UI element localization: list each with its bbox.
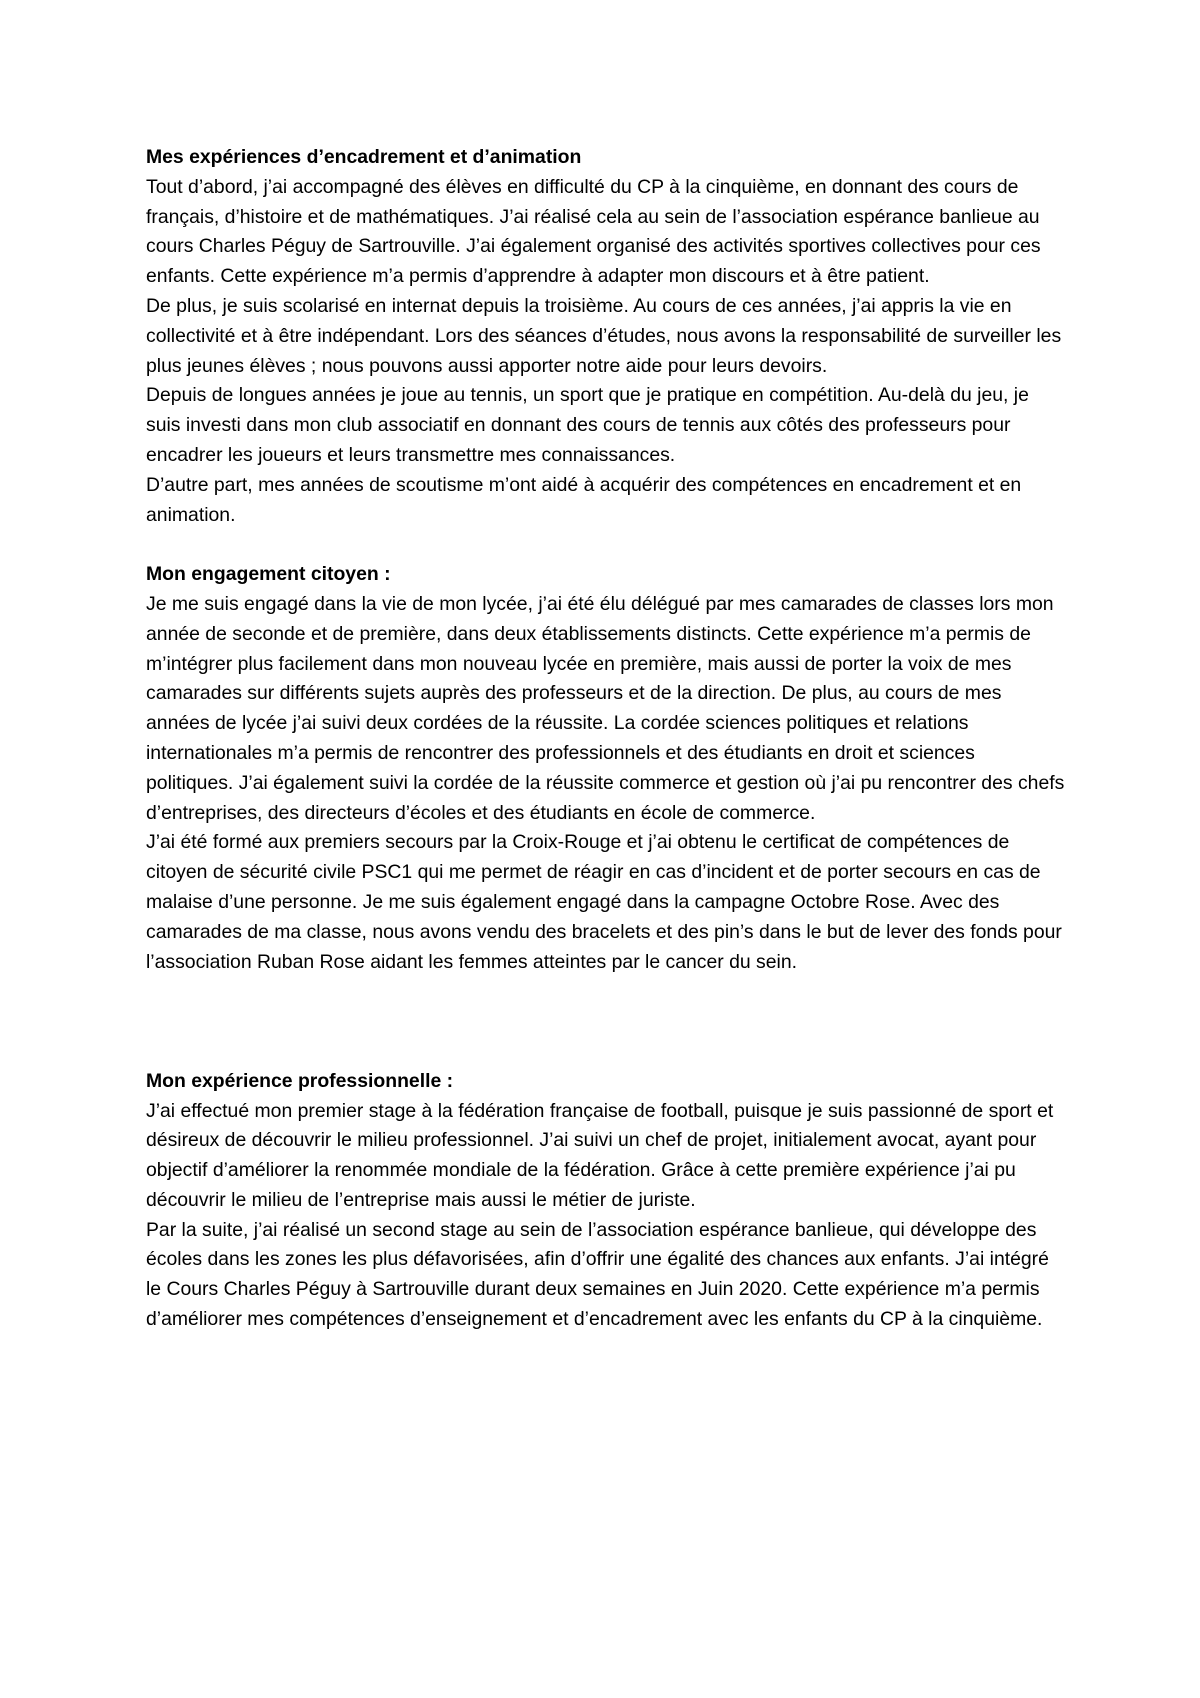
spacer <box>146 977 1066 1066</box>
paragraph: Par la suite, j’ai réalisé un second stage au sein de l’association espérance banlieue, qui développe des écoles dans les zones les plus défavorisées, afin d’offrir une égalité des chances aux enfants. J’ai intégré le Cours Charles Péguy à Sartrouville durant deux semaines en Juin 2020. Cette expérience m’a permis d’améliorer mes compétences d’enseignement et d’encadrement avec les enfants du CP à la cinquième. <box>146 1218 1049 1331</box>
document-body <box>146 143 1066 1335</box>
section-encadrement-animation <box>146 143 1066 530</box>
paragraph: Depuis de longues années je joue au tennis, un sport que je pratique en compétition. Au-delà du jeu, je suis investi dans mon club associatif en donnant des cours de tennis aux côtés des professeurs pour encadrer les joueurs et leurs transmettre mes connaissances. <box>146 384 1029 466</box>
section-heading: Mon expérience professionnelle : <box>146 1069 454 1092</box>
spacer <box>146 530 1066 560</box>
paragraph: D’autre part, mes années de scoutisme m’ont aidé à acquérir des compétences en encadrement et en animation. <box>146 473 1022 526</box>
section-experience-professionnelle <box>146 1067 1066 1335</box>
paragraph: J’ai effectué mon premier stage à la fédération française de football, puisque je suis passionné de sport et désireux de découvrir le milieu professionnel. J’ai suivi un chef de projet, initialement avocat, ayant pour objectif d’améliorer la renommée mondiale de la fédération. Grâce à cette première expérience j’ai pu découvrir le milieu de l’entreprise mais aussi le métier de juriste. <box>146 1099 1054 1211</box>
paragraph: Tout d’abord, j’ai accompagné des élèves en difficulté du CP à la cinquième, en donnant des cours de français, d’histoire et de mathématiques. J’ai réalisé cela au sein de l’association espérance banlieue au cours Charles Péguy de Sartrouville. J’ai également organisé des activités sportives collectives pour ces enfants. Cette expérience m’a permis d’apprendre à adapter mon discours et à être patient. <box>146 175 1041 288</box>
section-heading: Mes expériences d’encadrement et d’animation <box>146 146 582 168</box>
section-engagement-citoyen <box>146 560 1066 977</box>
paragraph: De plus, je suis scolarisé en internat depuis la troisième. Au cours de ces années, j’ai appris la vie en collectivité et à être indépendant. Lors des séances d’études, nous avons la responsabilité de surveiller les plus jeunes élèves ; nous pouvons aussi apporter notre aide pour leurs devoirs. <box>146 294 1062 377</box>
paragraph: Je me suis engagé dans la vie de mon lycée, j’ai été élu délégué par mes camarades de classes lors mon année de seconde et de première, dans deux établissements distincts. Cette expérience m’a permis de m’intégrer plus facilement dans mon nouveau lycée en première, mais aussi de porter la voix de mes camarades sur différents sujets auprès des professeurs et de la direction. De plus, au cours de mes années de lycée j’ai suivi deux cordées de la réussite. La cordée sciences politiques et relations internationales m’a permis de rencontrer des professionnels et des étudiants en droit et sciences politiques. J’ai également suivi la cordée de la réussite commerce et gestion où j’ai pu rencontrer des chefs d’entreprises, des directeurs d’écoles et des étudiants en école de commerce. <box>146 592 1065 824</box>
paragraph: J’ai été formé aux premiers secours par la Croix-Rouge et j’ai obtenu le certificat de compétences de citoyen de sécurité civile PSC1 qui me permet de réagir en cas d’incident et de porter secours en cas de malaise d’une personne. Je me suis également engagé dans la campagne Octobre Rose. Avec des camarades de ma classe, nous avons vendu des bracelets et des pin’s dans le but de lever des fonds pour l’association Ruban Rose aidant les femmes atteintes par le cancer du sein. <box>146 831 1062 973</box>
section-heading: Mon engagement citoyen : <box>146 563 391 586</box>
